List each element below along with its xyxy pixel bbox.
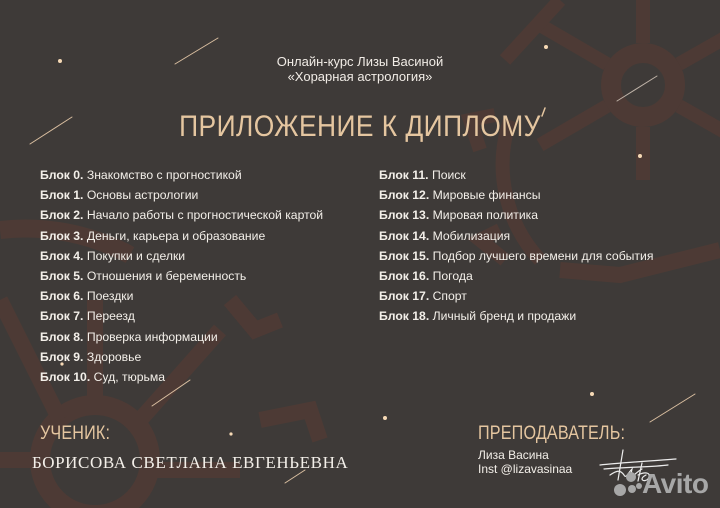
student-label: УЧЕНИК: xyxy=(40,423,111,444)
course-header xyxy=(0,54,720,84)
block-name: Деньги, карьера и образование xyxy=(86,228,266,243)
page-title: ПРИЛОЖЕНИЕ К ДИПЛОМУ xyxy=(179,110,541,143)
block-number: Блок 3. xyxy=(40,228,84,243)
block-name: Погода xyxy=(432,269,473,284)
list-item xyxy=(40,266,323,286)
block-number: Блок 9. xyxy=(40,349,84,364)
block-number: Блок 2. xyxy=(40,208,84,223)
teacher-instagram: Inst @lizavasinaa xyxy=(478,462,573,476)
list-item xyxy=(40,226,323,246)
teacher-info xyxy=(478,448,572,476)
block-name: Личный бренд и продажи xyxy=(432,309,577,324)
list-item xyxy=(379,185,653,205)
student-name: БОРИСОВА СВЕТЛАНА ЕВГЕНЬЕВНА xyxy=(32,453,349,472)
block-number: Блок 4. xyxy=(40,248,84,263)
list-item xyxy=(40,306,323,326)
list-item xyxy=(40,246,323,266)
avito-watermark xyxy=(612,468,708,500)
block-number: Блок 14. xyxy=(379,228,430,243)
blocks-list-right xyxy=(379,165,653,327)
block-number: Блок 1. xyxy=(40,188,84,203)
list-item xyxy=(40,327,323,347)
block-name: Суд, тюрьма xyxy=(93,370,165,385)
list-item xyxy=(379,286,653,306)
block-number: Блок 11. xyxy=(379,168,429,182)
block-name: Здоровье xyxy=(86,349,142,364)
block-name: Мировая политика xyxy=(432,208,539,223)
block-number: Блок 7. xyxy=(40,309,84,324)
teacher-name: Лиза Васина xyxy=(478,448,549,462)
avito-wordmark: Avito xyxy=(642,468,709,499)
block-number: Блок 15. xyxy=(379,248,430,263)
course-title-line: «Хорарная астрология» xyxy=(287,69,433,84)
list-item xyxy=(379,165,653,185)
block-name: Начало работы с прогностической картой xyxy=(86,208,324,223)
block-number: Блок 13. xyxy=(379,208,430,223)
list-item xyxy=(379,306,653,326)
block-number: Блок 12. xyxy=(379,188,430,203)
list-item xyxy=(379,205,653,225)
teacher-label: ПРЕПОДАВАТЕЛЬ: xyxy=(478,423,626,444)
block-name: Подбор лучшего времени для события xyxy=(432,248,654,263)
block-name: Отношения и беременность xyxy=(86,269,247,284)
block-name: Переезд xyxy=(86,309,135,324)
block-name: Проверка информации xyxy=(86,329,218,344)
avito-logo-icon xyxy=(612,470,642,498)
block-name: Спорт xyxy=(432,289,467,304)
list-item xyxy=(40,347,323,367)
block-name: Поездки xyxy=(86,289,134,304)
block-name: Мировые финансы xyxy=(432,188,541,203)
list-item xyxy=(40,165,323,185)
block-name: Поиск xyxy=(431,168,466,182)
list-item xyxy=(379,266,653,286)
block-number: Блок 0. xyxy=(40,168,84,182)
block-number: Блок 8. xyxy=(40,329,84,344)
list-item xyxy=(379,226,653,246)
list-item xyxy=(40,205,323,225)
block-number: Блок 10. xyxy=(40,370,91,385)
block-number: Блок 5. xyxy=(40,269,84,284)
block-number: Блок 18. xyxy=(379,309,430,324)
block-name: Мобилизация xyxy=(432,228,511,243)
block-name: Покупки и сделки xyxy=(86,248,186,263)
block-name: Основы астрологии xyxy=(86,188,199,203)
block-name: Знакомство с прогностикой xyxy=(86,168,242,182)
list-item xyxy=(40,185,323,205)
list-item xyxy=(379,246,653,266)
list-item xyxy=(40,367,323,387)
block-number: Блок 16. xyxy=(379,269,430,284)
block-number: Блок 6. xyxy=(40,289,84,304)
course-author-line: Онлайн-курс Лизы Васиной xyxy=(276,54,444,69)
blocks-list-left xyxy=(40,165,323,387)
list-item xyxy=(40,286,323,306)
block-number: Блок 17. xyxy=(379,289,430,304)
